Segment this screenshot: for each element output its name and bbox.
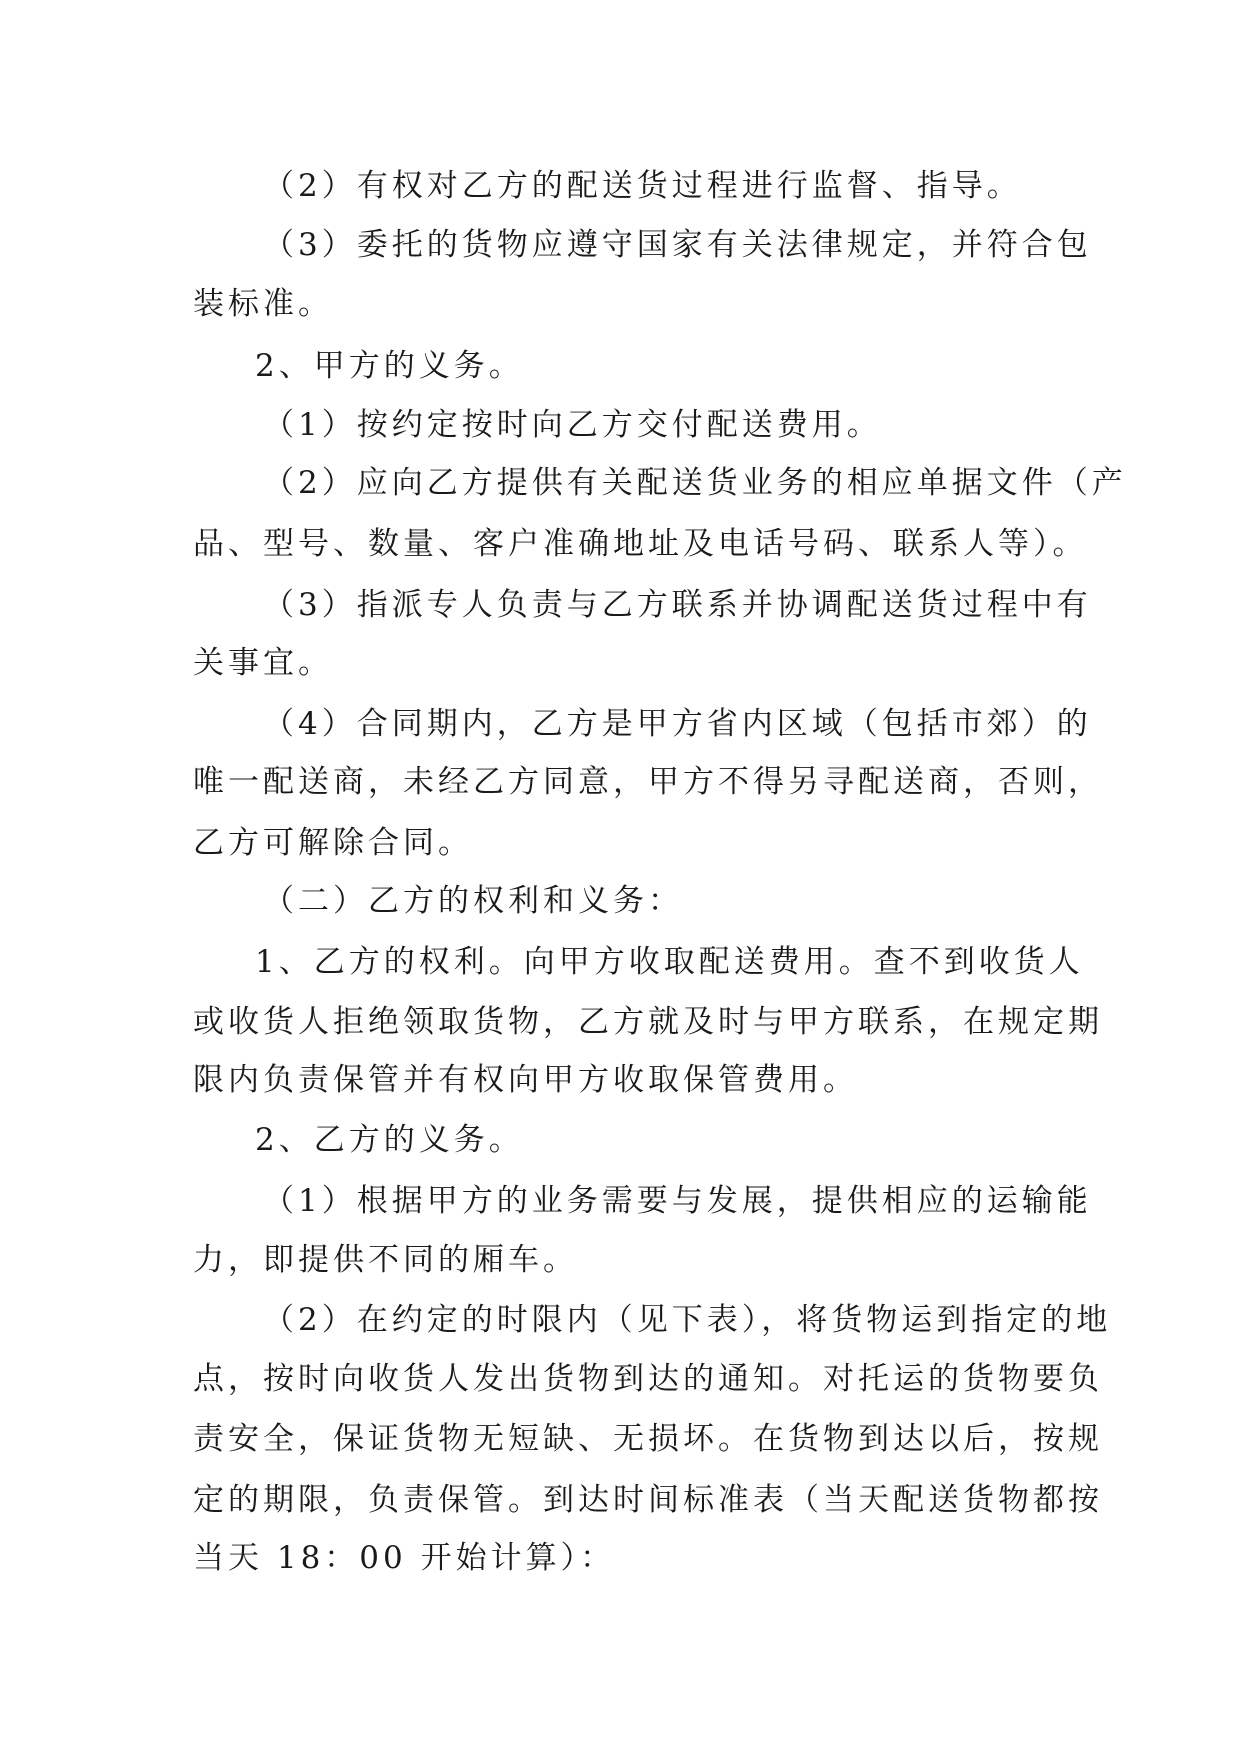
paragraph-line: 乙方可解除合同。 — [193, 825, 473, 861]
paragraph-line: 品、型号、数量、客户准确地址及电话号码、联系人等）。 — [193, 526, 1088, 562]
paragraph-line: （2）应向乙方提供有关配送货业务的相应单据文件（产 — [263, 465, 1127, 501]
paragraph-line: 或收货人拒绝领取货物，乙方就及时与甲方联系，在规定期 — [193, 1004, 1103, 1040]
section-heading: （二）乙方的权利和义务： — [263, 883, 683, 919]
paragraph-line: 2、乙方的义务。 — [255, 1122, 524, 1158]
paragraph-line: 定的期限，负责保管。到达时间标准表（当天配送货物都按 — [193, 1482, 1103, 1518]
paragraph-line: （2）有权对乙方的配送货过程进行监督、指导。 — [263, 168, 1022, 204]
paragraph-line: 力，即提供不同的厢车。 — [193, 1242, 578, 1278]
paragraph-line: 当天 18：00 开始计算）： — [193, 1540, 616, 1576]
paragraph-line: 点，按时向收货人发出货物到达的通知。对托运的货物要负 — [193, 1361, 1103, 1397]
paragraph-line: （1）按约定按时向乙方交付配送费用。 — [263, 407, 882, 443]
paragraph-line: 2、甲方的义务。 — [255, 348, 524, 384]
paragraph-line: 1、乙方的权利。向甲方收取配送费用。查不到收货人 — [255, 944, 1084, 980]
paragraph-line: （1）根据甲方的业务需要与发展，提供相应的运输能 — [263, 1183, 1092, 1219]
paragraph-line: 限内负责保管并有权向甲方收取保管费用。 — [193, 1062, 858, 1098]
paragraph-line: 责安全，保证货物无短缺、无损坏。在货物到达以后，按规 — [193, 1421, 1103, 1457]
paragraph-line: （3）指派专人负责与乙方联系并协调配送货过程中有 — [263, 587, 1092, 623]
paragraph-line: （2）在约定的时限内（见下表），将货物运到指定的地 — [263, 1302, 1112, 1338]
paragraph-line: 关事宜。 — [193, 645, 333, 681]
paragraph-line: （4）合同期内，乙方是甲方省内区域（包括市郊）的 — [263, 706, 1092, 742]
paragraph-line: 装标准。 — [193, 286, 333, 322]
paragraph-line: 唯一配送商，未经乙方同意，甲方不得另寻配送商，否则， — [193, 764, 1103, 800]
paragraph-line: （3）委托的货物应遵守国家有关法律规定，并符合包 — [263, 227, 1092, 263]
